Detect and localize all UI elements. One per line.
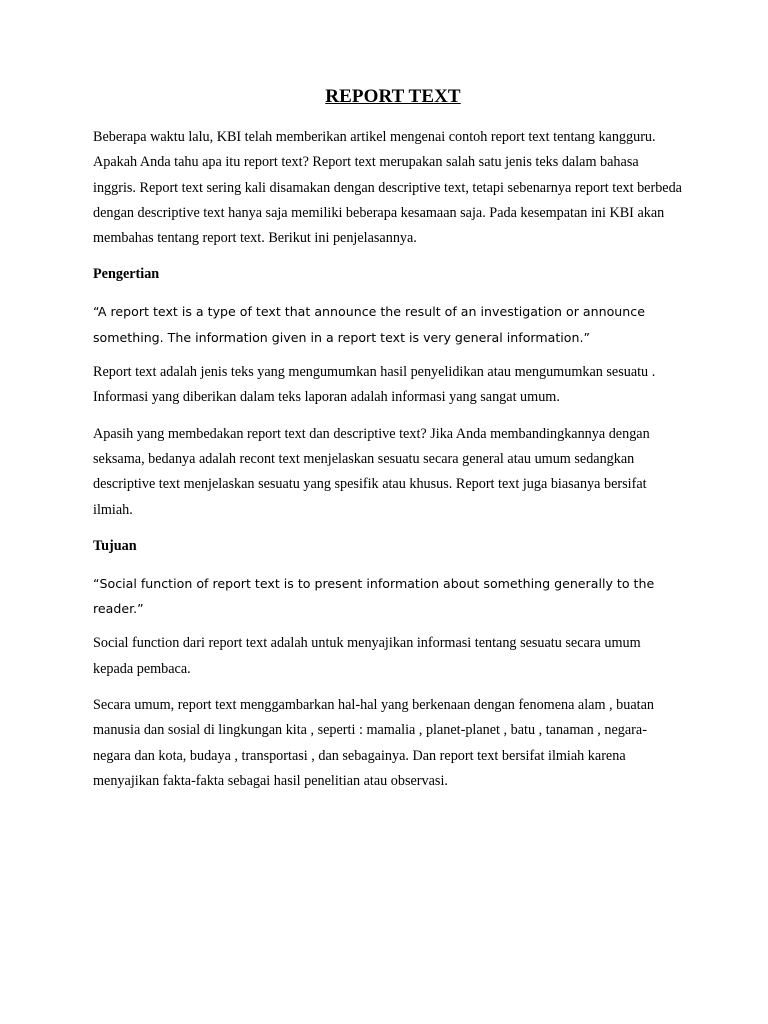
section-heading-pengertian: Pengertian [93,266,160,283]
comparison-paragraph: Apasih yang membedakan report text dan descriptive text? Jika Anda membandingkannya dengan seksama, bedanya adalah recont text menjelaskan sesuatu secara general atau umum sedangkan descriptive text menjelaskan sesuatu yang spesifik atau khusus. Report text juga biasanya bersifat ilmiah. [93,425,650,518]
purpose-paragraph: Social function dari report text adalah untuk menyajikan informasi tentang sesuatu secara umum kepada pembaca. [93,635,641,677]
page-title: REPORT TEXT [325,86,461,107]
scope-paragraph: Secara umum, report text menggambarkan hal-hal yang berkenaan dengan fenomena alam , buatan manusia dan sosial di lingkungan kita , seperti : mamalia , planet-planet , batu , tanaman , negara-negara dan kota, budaya , transportasi , dan sebagainya. Dan report text bersifat ilmiah karena menyajikan fakta-fakta sebagai hasil penelitian atau observasi. [93,697,654,789]
section-heading-tujuan: Tujuan [93,537,137,554]
document-page [93,86,683,805]
intro-paragraph: Beberapa waktu lalu, KBI telah memberikan artikel mengenai contoh report text tentang kangguru. Apakah Anda tahu apa itu report text? Report text merupakan salah satu jenis teks dalam bahasa inggris. Report text sering kali disamakan dengan descriptive text, tetapi sebenarnya report text berbeda dengan descriptive text hanya saja memiliki beberapa kesamaan saja. Pada kesempatan ini KBI akan membahas tentang report text. Berikut ini penjelasannya. [93,129,682,247]
definition-paragraph: Report text adalah jenis teks yang mengumumkan hasil penyelidikan atau mengumumkan sesuatu . Informasi yang diberikan dalam teks laporan adalah informasi yang sangat umum. [93,364,656,406]
definition-quote: “A report text is a type of text that announce the result of an investigation or announce something. The information given in a report text is very general information.” [93,304,645,345]
purpose-quote: “Social function of report text is to present information about something generally to the reader.” [93,575,655,617]
